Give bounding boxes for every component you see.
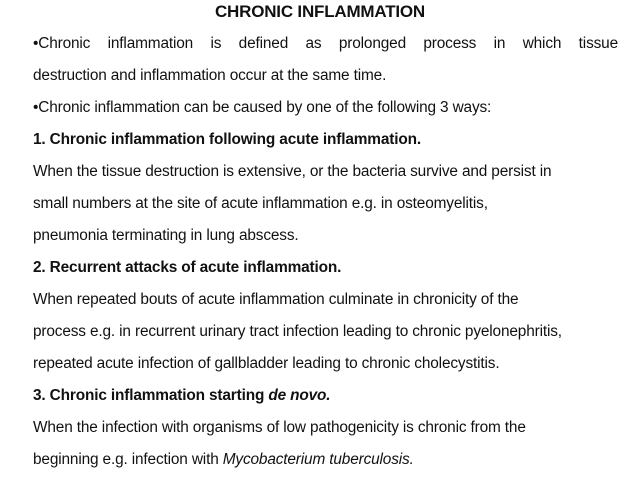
section-1-line-1: When the tissue destruction is extensive, or the bacteria survive and persist in [33,163,552,180]
section-3-line-1: When the infection with organisms of low pathogenicity is chronic from the [33,419,526,436]
section-2-line-3: repeated acute infection of gallbladder leading to chronic cholecystitis. [33,355,500,372]
section-1-heading: 1. Chronic inflammation following acute inflammation. [33,131,421,148]
section-1-line-2: small numbers at the site of acute inflammation e.g. in osteomyelitis, [33,195,488,212]
section-3-line-2-text: beginning e.g. infection with [33,451,223,468]
bullet-1-line-1: •Chronic inflammation is defined as prolonged process in which tissue [33,35,618,52]
section-3-heading [33,386,618,406]
section-1-line-3: pneumonia terminating in lung abscess. [33,227,299,244]
section-2-line-2: process e.g. in recurrent urinary tract infection leading to chronic pyelonephritis, [33,323,562,340]
bullet-2: •Chronic inflammation can be caused by one of the following 3 ways: [33,99,492,116]
section-3-heading-italic: de novo. [268,387,331,404]
bullet-1-line-2: destruction and inflammation occur at the same time. [33,67,387,84]
section-3-line-2 [33,450,618,470]
section-3-heading-text: 3. Chronic inflammation starting [33,387,269,404]
section-2-heading: 2. Recurrent attacks of acute inflammation. [33,259,342,276]
section-2-line-1: When repeated bouts of acute inflammation culminate in chronicity of the [33,291,519,308]
slide-title: CHRONIC INFLAMMATION [214,2,426,21]
section-3-organism-name: Mycobacterium tuberculosis. [222,451,414,468]
